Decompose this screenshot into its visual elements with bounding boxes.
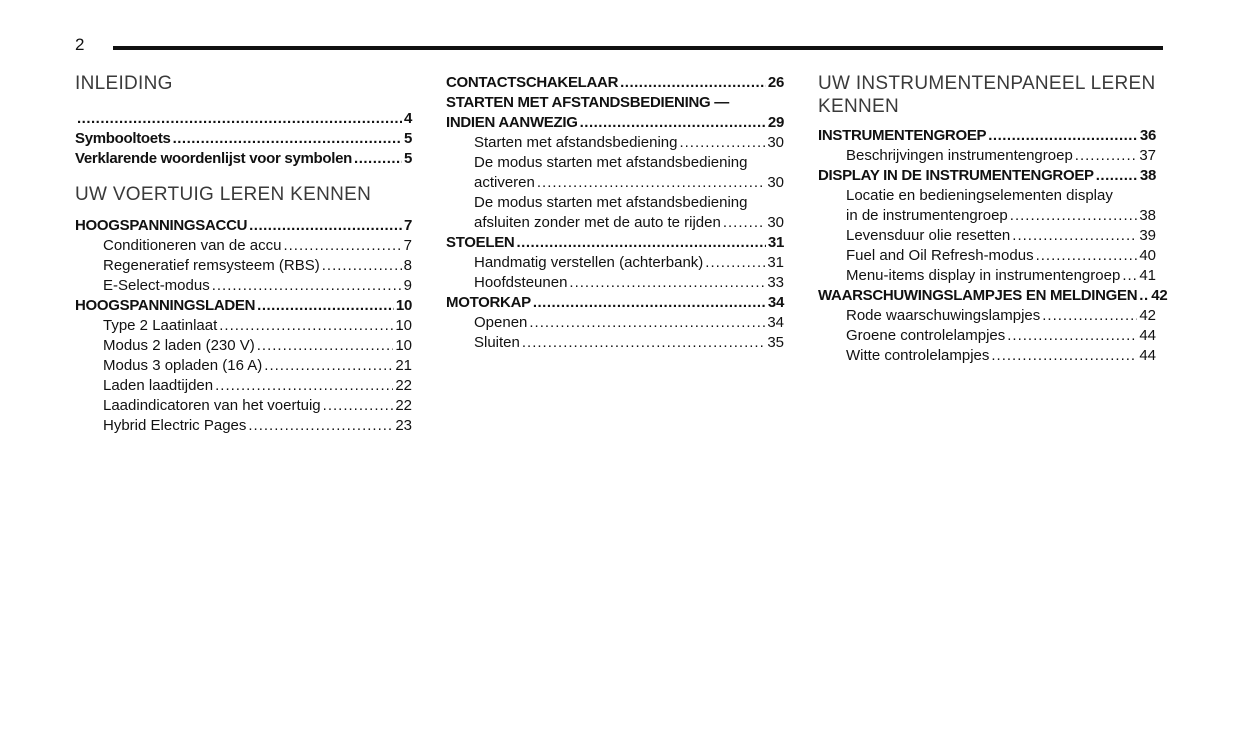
section-title-inleiding: INLEIDING xyxy=(75,73,173,94)
page-ref: 7 xyxy=(403,237,412,254)
toc-entry[interactable]: in de instrumentengroep ..... 38 xyxy=(818,206,1156,226)
toc-entry[interactable]: Handmatig verstellen (achterbank) ..... 31 xyxy=(446,253,784,273)
page-ref: 8 xyxy=(403,257,412,274)
page-ref: 31 xyxy=(767,254,784,271)
section-title-instrumentenpaneel: UW INSTRUMENTENPANEEL LEREN KENNEN xyxy=(818,73,1156,117)
toc-entry[interactable]: Beschrijvingen instrumentengroep ..... 37 xyxy=(818,146,1156,166)
toc-entry[interactable]: Regeneratief remsysteem (RBS) ..... 8 xyxy=(75,256,412,276)
toc-column-2 xyxy=(446,73,784,353)
toc-entry[interactable]: HOOGSPANNINGSACCU ..... 7 xyxy=(75,216,412,236)
page-ref: 9 xyxy=(403,277,412,294)
page-ref: 10 xyxy=(395,297,412,314)
toc-entry[interactable]: INSTRUMENTENGROEP ..... 36 xyxy=(818,126,1156,146)
toc-entry[interactable] xyxy=(75,109,412,129)
section-title-voertuig: UW VOERTUIG LEREN KENNEN xyxy=(75,184,372,205)
page-ref: 34 xyxy=(767,294,784,311)
toc-entry[interactable]: DISPLAY IN DE INSTRUMENTENGROEP ..... 38 xyxy=(818,166,1156,186)
toc-entry[interactable]: Groene controlelampjes ..... 44 xyxy=(818,326,1156,346)
page-ref: 30 xyxy=(767,174,784,191)
toc-entry[interactable]: STOELEN ..... 31 xyxy=(446,233,784,253)
toc-entry[interactable]: Hoofdsteunen ..... 33 xyxy=(446,273,784,293)
toc-entry[interactable]: MOTORKAP ..... 34 xyxy=(446,293,784,313)
toc-entry[interactable]: Conditioneren van de accu ..... 7 xyxy=(75,236,412,256)
page-ref: 33 xyxy=(767,274,784,291)
page-ref: 22 xyxy=(395,397,412,414)
toc-entry[interactable]: Modus 3 opladen (16 A) ..... 21 xyxy=(75,356,412,376)
page-ref: 42 xyxy=(1139,307,1156,324)
toc-column-3 xyxy=(818,72,1168,366)
page-ref: 30 xyxy=(767,214,784,231)
toc-entry-line1: De modus starten met afstandsbediening xyxy=(474,194,748,211)
toc-entry[interactable]: Symbooltoets ..... 5 xyxy=(75,129,412,149)
toc-entry[interactable]: HOOGSPANNINGSLADEN ..... 10 xyxy=(75,296,412,316)
toc-entry-line1: De modus starten met afstandsbediening xyxy=(474,154,748,171)
toc-entry[interactable]: Laden laadtijden ..... 22 xyxy=(75,376,412,396)
toc-entry[interactable]: Type 2 Laatinlaat ..... 10 xyxy=(75,316,412,336)
page-ref: 10 xyxy=(395,317,412,334)
toc-entry-line1: Locatie en bedieningselementen display xyxy=(846,187,1113,204)
page-ref: 41 xyxy=(1139,267,1156,284)
page-ref: 34 xyxy=(767,314,784,331)
page-ref: 23 xyxy=(395,417,412,434)
page-ref: 44 xyxy=(1139,327,1156,344)
page-ref: 37 xyxy=(1139,147,1156,164)
toc-entry[interactable]: E-Select-modus ..... 9 xyxy=(75,276,412,296)
page-ref: 36 xyxy=(1139,127,1156,144)
page-ref: 39 xyxy=(1139,227,1156,244)
page-number: 2 xyxy=(75,35,85,54)
toc-entry[interactable]: Witte controlelampjes ..... 44 xyxy=(818,346,1156,366)
toc-column-1 xyxy=(75,72,412,436)
toc-entry-line1: STARTEN MET AFSTANDSBEDIENING — xyxy=(446,94,729,111)
page-ref: 5 xyxy=(403,130,412,147)
toc-entry[interactable]: Verklarende woordenlijst voor symbolen ..... 5 xyxy=(75,149,412,169)
page-ref: 10 xyxy=(395,337,412,354)
toc-entry[interactable]: INDIEN AANWEZIG ..... 29 xyxy=(446,113,784,133)
page-ref: 44 xyxy=(1139,347,1156,364)
page-ref: 26 xyxy=(767,74,784,91)
toc-entry[interactable]: Openen ..... 34 xyxy=(446,313,784,333)
toc-entry[interactable]: afsluiten zonder met de auto te rijden ..... 30 xyxy=(446,213,784,233)
page-ref: 40 xyxy=(1139,247,1156,264)
page-ref: 38 xyxy=(1139,167,1156,184)
page-ref: 42 xyxy=(1151,287,1168,304)
page-ref: 7 xyxy=(403,217,412,234)
page-ref: 4 xyxy=(403,110,412,127)
toc-entry[interactable]: CONTACTSCHAKELAAR ..... 26 xyxy=(446,73,784,93)
page-ref: 21 xyxy=(395,357,412,374)
page-ref: 30 xyxy=(767,134,784,151)
toc-entry[interactable]: Menu-items display in instrumentengroep ..... 41 xyxy=(818,266,1156,286)
page-ref: 38 xyxy=(1139,207,1156,224)
toc-entry[interactable]: Fuel and Oil Refresh-modus ..... 40 xyxy=(818,246,1156,266)
page-ref: 22 xyxy=(395,377,412,394)
page-ref: 29 xyxy=(767,114,784,131)
page-ref: 35 xyxy=(767,334,784,351)
toc-entry[interactable]: Rode waarschuwingslampjes ..... 42 xyxy=(818,306,1156,326)
toc-entry[interactable]: Levensduur olie resetten ..... 39 xyxy=(818,226,1156,246)
toc-entry[interactable]: Starten met afstandsbediening ..... 30 xyxy=(446,133,784,153)
toc-entry[interactable]: Modus 2 laden (230 V) ..... 10 xyxy=(75,336,412,356)
header-rule xyxy=(113,46,1163,50)
page-ref: 31 xyxy=(767,234,784,251)
toc-entry[interactable]: Hybrid Electric Pages ..... 23 xyxy=(75,416,412,436)
toc-entry[interactable]: Sluiten ..... 35 xyxy=(446,333,784,353)
toc-entry[interactable]: Laadindicatoren van het voertuig ..... 22 xyxy=(75,396,412,416)
toc-entry[interactable]: WAARSCHUWINGSLAMPJES EN MELDINGEN ..... 42 xyxy=(818,286,1156,306)
page-ref: 5 xyxy=(403,150,412,167)
toc-entry[interactable]: activeren ..... 30 xyxy=(446,173,784,193)
